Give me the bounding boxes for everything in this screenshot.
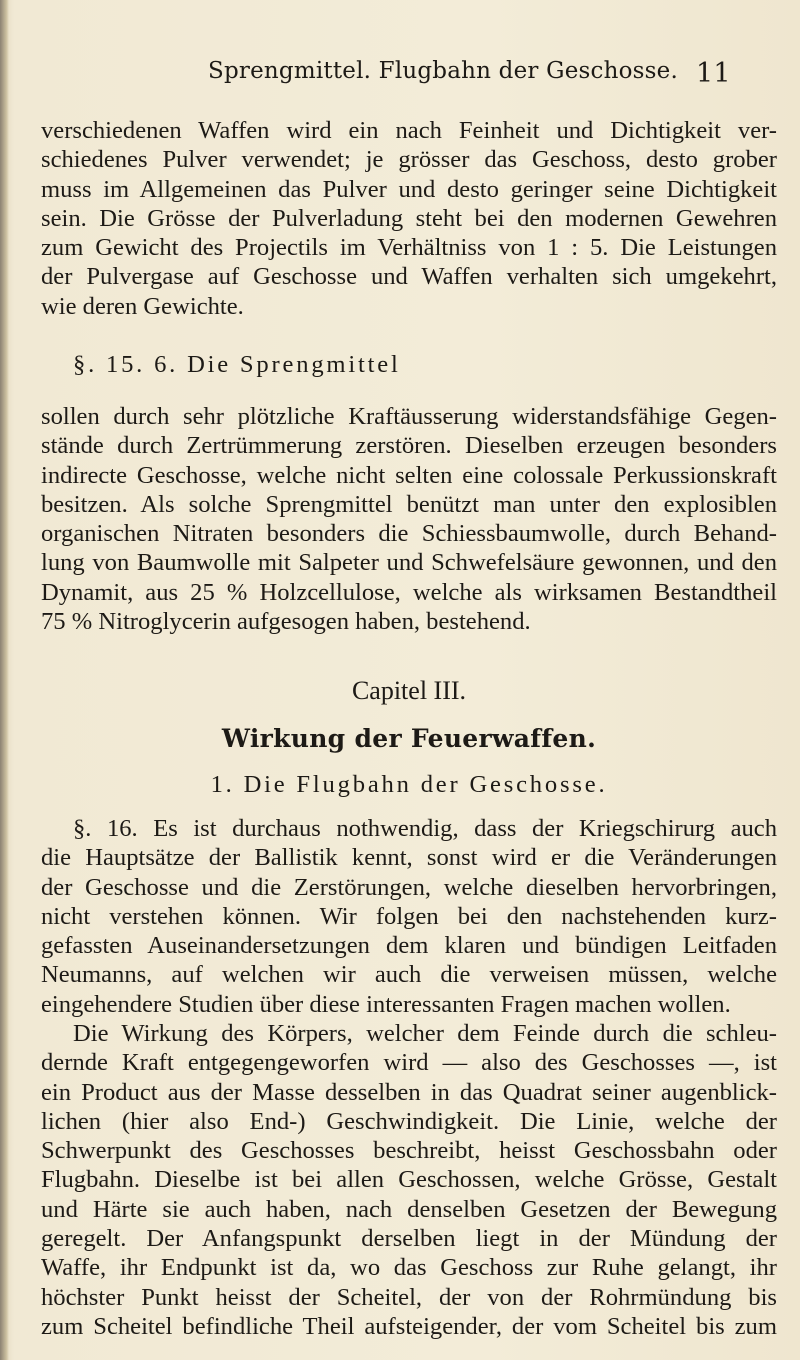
text-line: verschiedenen Waffen wird ein nach Feinheit und Dichtigkeit ver- xyxy=(41,117,777,144)
text-line: der Pulvergase auf Geschosse und Waffen verhalten sich umgekehrt, xyxy=(41,263,777,291)
text-line: eingehendere Studien über diese interessanten Fragen machen wollen. xyxy=(41,990,731,1018)
text-line: geregelt. Der Anfangspunkt derselben liegt in der Mündung der xyxy=(41,1225,777,1253)
text-line: dernde Kraft entgegengeworfen wird — also des Geschosses —, ist xyxy=(41,1049,777,1077)
text-line: sollen durch sehr plötzliche Kraftäusserung widerstandsfähige Gegen- xyxy=(41,403,777,430)
chapter-heading-block xyxy=(41,676,777,705)
subsection-title: 1. Die Flugbahn der Geschosse. xyxy=(210,771,608,798)
text-line: Dynamit, aus 25 % Holzcellulose, welche als wirksamen Bestandtheil xyxy=(41,578,777,606)
text-line: Die Wirkung des Körpers, welcher dem Feinde durch die schleu- xyxy=(73,1020,777,1047)
text-line: lung von Baumwolle mit Salpeter und Schwefelsäure gewonnen, und den xyxy=(41,549,777,577)
text-line: organischen Nitraten besonders die Schiessbaumwolle, durch Behand- xyxy=(41,520,777,548)
text-line: stände durch Zertrümmerung zerstören. Dieselben erzeugen besonders xyxy=(41,432,777,460)
text-line: die Hauptsätze der Ballistik kennt, sonst wird er die Veränderungen xyxy=(41,844,777,872)
paragraph-wirkung xyxy=(41,1019,777,1341)
text-line: 75 % Nitroglycerin aufgesogen haben, bestehend. xyxy=(41,608,531,636)
chapter-label: Capitel III. xyxy=(351,676,467,705)
section-heading: §. 15. 6. Die Sprengmittel xyxy=(73,351,401,378)
subsection-title-block xyxy=(41,770,777,799)
text-line: Waffe, ihr Endpunkt ist da, wo das Geschoss zur Ruhe gelangt, ihr xyxy=(41,1254,777,1282)
text-line: zum Scheitel befindliche Theil aufsteigender, der vom Scheitel bis zum xyxy=(41,1312,777,1340)
text-line: sein. Die Grösse der Pulverladung steht bei den modernen Gewehren xyxy=(41,204,777,232)
text-line: und Härte sie auch haben, nach denselben Gesetzen der Bewegung xyxy=(41,1195,777,1223)
text-line: muss im Allgemeinen das Pulver und desto geringer seine Dichtigkeit xyxy=(41,175,777,203)
text-line: höchster Punkt heisst der Scheitel, der von der Rohrmündung bis xyxy=(41,1283,777,1311)
page-number: 11 xyxy=(696,58,731,89)
text-line: gefassten Auseinandersetzungen dem klaren und bündigen Leitfaden xyxy=(41,932,777,960)
text-line: indirecte Geschosse, welche nicht selten eine colossale Perkussionskraft xyxy=(41,461,777,489)
text-line: ein Product aus der Masse desselben in das Quadrat seiner augenblick- xyxy=(41,1078,777,1106)
text-line: schiedenes Pulver verwendet; je grösser das Geschoss, desto grober xyxy=(41,146,777,174)
chapter-title: Wirkung der Feuerwaffen. xyxy=(221,724,597,753)
chapter-title-block xyxy=(41,724,777,753)
text-line: Schwerpunkt des Geschosses beschreibt, heisst Geschossbahn oder xyxy=(41,1137,777,1165)
text-line: zum Gewicht des Projectils im Verhältniss von 1 : 5. Die Leistungen xyxy=(41,234,777,262)
paragraph-sprengmittel xyxy=(41,402,777,636)
binding-edge xyxy=(0,0,9,1360)
text-line: §. 16. Es ist durchaus nothwendig, dass der Kriegschirurg auch xyxy=(73,815,777,842)
section-15-heading-block xyxy=(41,350,777,379)
text-line: der Geschosse und die Zerstörungen, welche dieselben hervorbringen, xyxy=(41,873,777,901)
text-line: Neumanns, auf welchen wir auch die verweisen müssen, welche xyxy=(41,961,777,989)
page-header xyxy=(208,58,768,98)
paragraph-ballistik xyxy=(41,814,777,1019)
text-line: lichen (hier also End-) Geschwindigkeit. Die Linie, welche der xyxy=(41,1107,777,1135)
text-line: besitzen. Als solche Sprengmittel benützt man unter den explosiblen xyxy=(41,490,777,518)
text-line: nicht verstehen können. Wir folgen bei den nachstehenden kurz- xyxy=(41,902,777,930)
running-title: Sprengmittel. Flugbahn der Geschosse. xyxy=(208,58,678,84)
paragraph-pulver xyxy=(41,116,777,321)
text-line: Flugbahn. Dieselbe ist bei allen Geschossen, welche Grösse, Gestalt xyxy=(41,1166,777,1194)
text-line: wie deren Gewichte. xyxy=(41,292,244,320)
